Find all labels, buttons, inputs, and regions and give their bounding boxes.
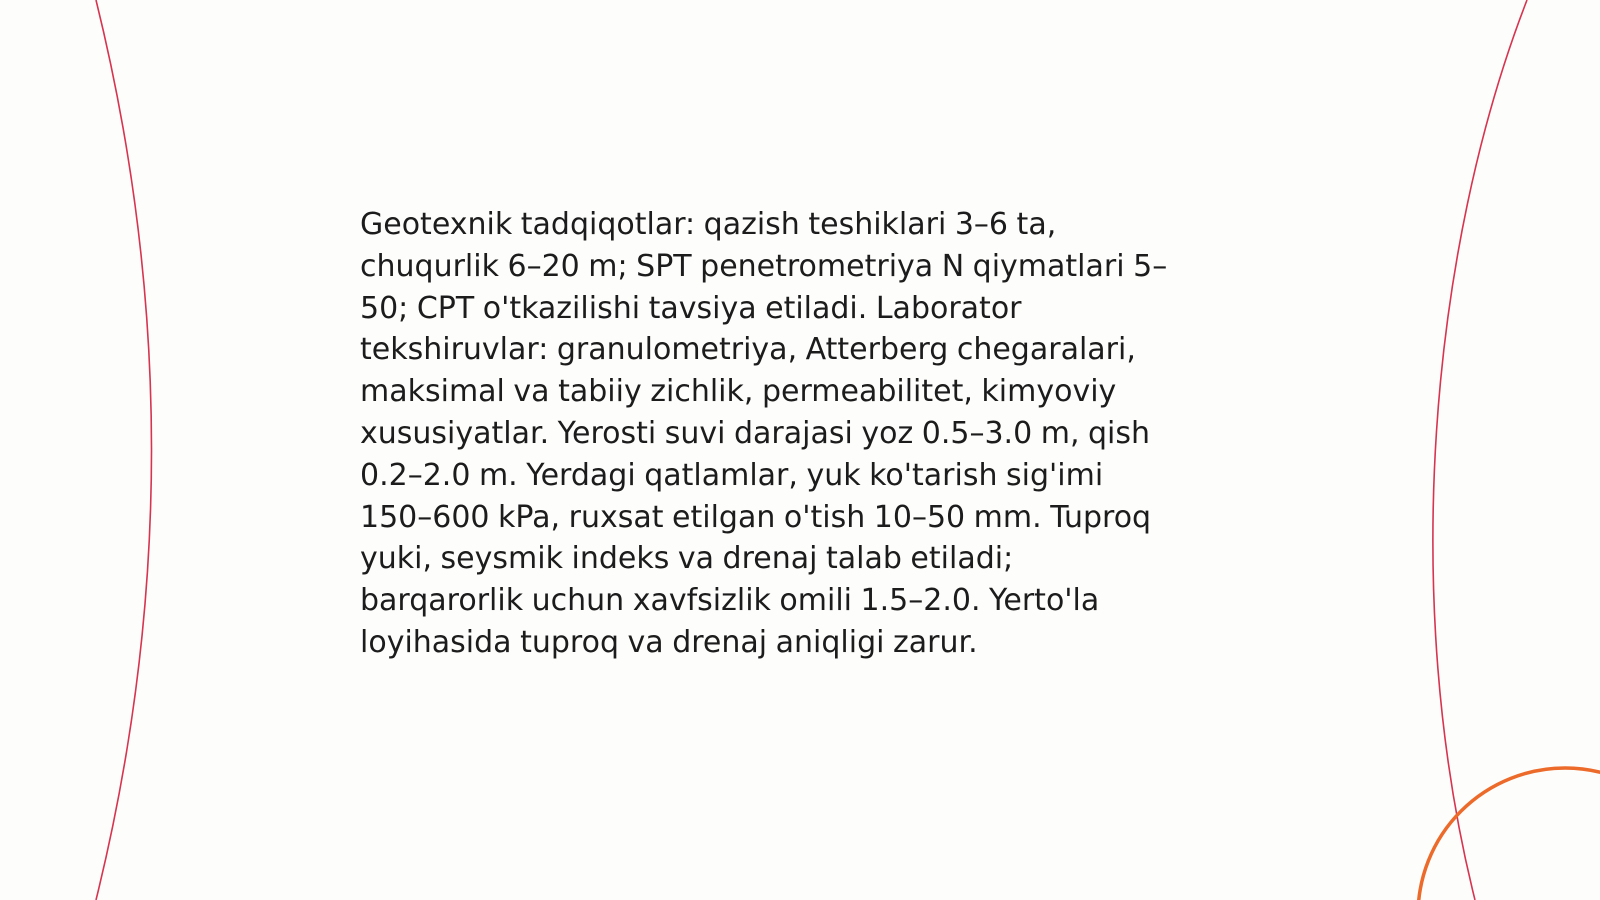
body-text-line: 50; CPT o'tkazilishi tavsiya etiladi. Laborator: [360, 290, 1022, 326]
body-text-line: tekshiruvlar: granulometriya, Atterberg chegaralari,: [360, 332, 1136, 368]
body-text-line: maksimal va tabiiy zichlik, permeabilitet, kimyoviy: [360, 374, 1117, 410]
body-text-line: xususiyatlar. Yerosti suvi darajasi yoz 0.5–3.0 m, qish: [360, 415, 1151, 451]
body-text-line: yuki, seysmik indeks va drenaj talab etiladi;: [360, 541, 1014, 577]
body-text: [360, 204, 1245, 664]
left-curve-line: [96, 0, 152, 900]
body-text-line: chuqurlik 6–20 m; SPT penetrometriya N qiymatlari 5–: [360, 248, 1168, 284]
right-curve-line: [1433, 0, 1527, 900]
body-text-line: barqarorlik uchun xavfsizlik omili 1.5–2.0. Yerto'la: [360, 583, 1100, 619]
body-text-line: 0.2–2.0 m. Yerdagi qatlamlar, yuk ko'tarish sig'imi: [360, 457, 1104, 493]
body-text-line: 150–600 kPa, ruxsat etilgan o'tish 10–50 mm. Tuproq: [360, 499, 1152, 535]
accent-arc: [1418, 768, 1600, 900]
body-text-line: loyihasida tuproq va drenaj aniqligi zarur.: [360, 624, 978, 660]
body-text-line: Geotexnik tadqiqotlar: qazish teshiklari 3–6 ta,: [360, 207, 1057, 242]
